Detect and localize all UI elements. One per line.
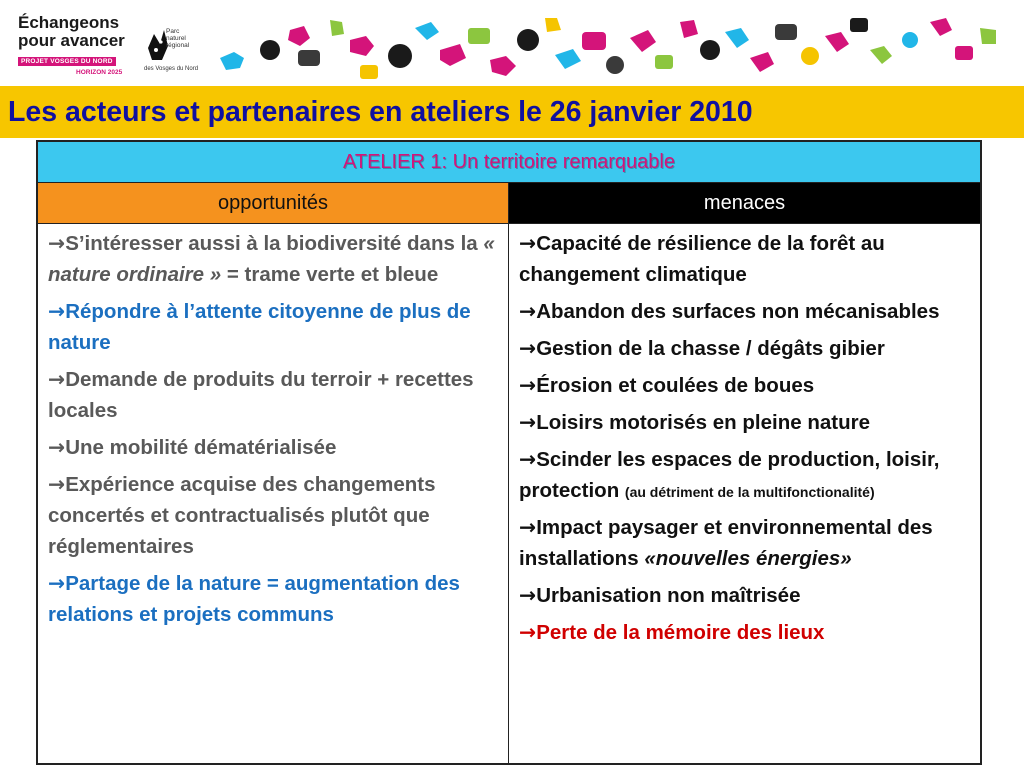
- parc-logo: [140, 20, 200, 78]
- arrow-right-icon: →: [519, 410, 537, 434]
- logo-tag-horizon: HORIZON 2025: [76, 69, 123, 76]
- opportunites-column: [48, 228, 500, 636]
- opportunite-item: →S’intéresser aussi à la biodiversité dans la « nature ordinaire » = trame verte et bleue: [48, 231, 495, 286]
- column-divider: [508, 223, 509, 763]
- logo-tag: PROJET VOSGES DU NORD: [18, 57, 116, 66]
- opportunite-item: →Partage de la nature = augmentation des relations et projets communs: [48, 571, 460, 626]
- column-header-menaces: menaces: [509, 183, 980, 224]
- menaces-column: [519, 228, 975, 654]
- atelier-title: ATELIER 1: Un territoire remarquable: [343, 150, 675, 173]
- menace-item: →Gestion de la chasse / dégâts gibier: [519, 336, 885, 360]
- menace-item: →Urbanisation non maîtrisée: [519, 583, 801, 607]
- arrow-right-icon: →: [48, 231, 66, 255]
- arrow-right-icon: →: [519, 583, 537, 607]
- menace-item: →Loisirs motorisés en pleine nature: [519, 410, 870, 434]
- menace-item: →Abandon des surfaces non mécanisables: [519, 299, 940, 323]
- menace-item: →Capacité de résilience de la forêt au changement climatique: [519, 231, 885, 286]
- arrow-right-icon: →: [48, 571, 66, 595]
- menace-item: →Perte de la mémoire des lieux: [519, 620, 825, 644]
- logo-line-2: pour avancer: [18, 31, 125, 50]
- arrow-right-icon: →: [48, 435, 66, 459]
- column-header-opportunites: opportunités: [38, 183, 509, 224]
- parc-name: des Vosges du Nord: [144, 66, 199, 72]
- opportunite-item: →Une mobilité dématérialisée: [48, 435, 337, 459]
- page-title: Les acteurs et partenaires en ateliers le 26 janvier 2010: [8, 96, 753, 128]
- arrow-right-icon: →: [519, 447, 537, 471]
- arrow-right-icon: →: [519, 336, 537, 360]
- opportunite-item: →Demande de produits du terroir + recettes locales: [48, 367, 474, 422]
- arrow-right-icon: →: [519, 620, 537, 644]
- speech-bubbles-banner-icon: [210, 10, 1010, 90]
- menace-item: →Scinder les espaces de production, loisir, protection (au détriment de la multifonctionalité): [519, 447, 940, 502]
- opportunite-item: →Expérience acquise des changements concertés et contractualisés plutôt que réglementaires: [48, 472, 436, 558]
- opportunite-item: →Répondre à l’attente citoyenne de plus de nature: [48, 299, 471, 354]
- menace-item: →Érosion et coulées de boues: [519, 373, 815, 397]
- arrow-right-icon: →: [48, 299, 66, 323]
- arrow-right-icon: →: [48, 367, 66, 391]
- atelier-header-row: [38, 142, 980, 183]
- arrow-right-icon: →: [519, 299, 537, 323]
- arrow-right-icon: →: [519, 373, 537, 397]
- logo-line-1: Échangeons: [18, 13, 120, 32]
- atelier-table: [36, 140, 982, 765]
- arrow-right-icon: →: [48, 472, 66, 496]
- menace-item: →Impact paysager et environnemental des installations «nouvelles énergies»: [519, 515, 933, 570]
- parc-small-text: Parc naturel régional: [166, 28, 190, 49]
- arrow-right-icon: →: [519, 515, 537, 539]
- arrow-right-icon: →: [519, 231, 537, 255]
- echangeons-logo: [18, 14, 128, 76]
